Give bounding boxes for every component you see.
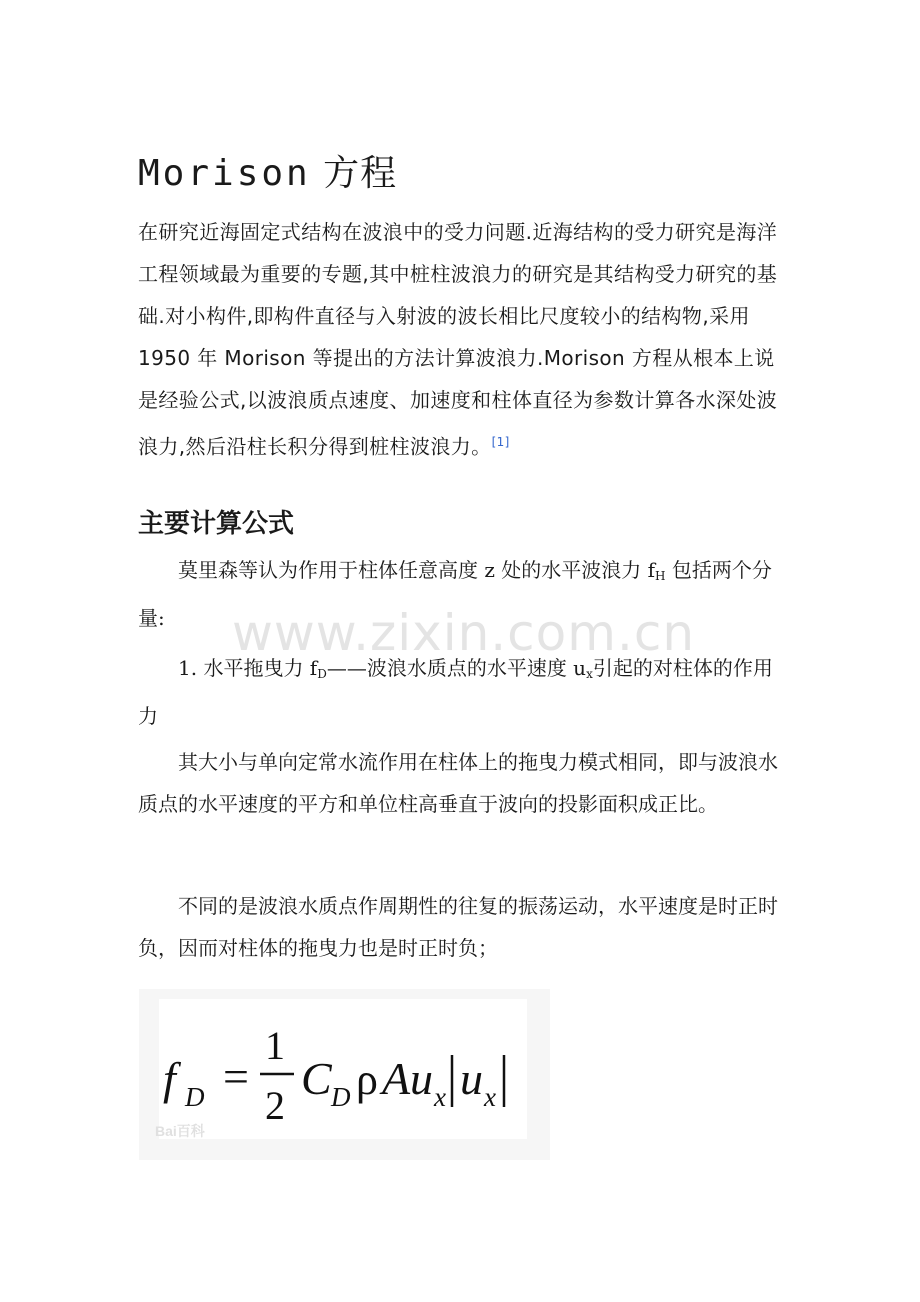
page-title	[138, 148, 397, 200]
formula-denominator: 2	[265, 1083, 285, 1128]
formula-rho: ρ	[356, 1055, 378, 1104]
formula-lhs: f	[163, 1053, 176, 1104]
paragraph-text: ——波浪水质点的水平速度 u	[326, 656, 587, 680]
formula-numerator: 1	[265, 1023, 285, 1068]
paragraph-components	[138, 549, 788, 639]
formula-lhs-sub: D	[185, 1082, 205, 1112]
formula-area: A	[382, 1053, 411, 1104]
formula-abs-vel-sub: x	[484, 1082, 496, 1112]
paragraph-text: 莫里森等认为作用于柱体任意高度 z 处的水平波浪力 f	[178, 558, 656, 582]
drag-force-formula	[139, 989, 550, 1160]
intro-text: 在研究近海固定式结构在波浪中的受力问题.近海结构的受力研究是海洋工程领域最为重要的专题,其中桩柱波浪力的研究是其结构受力研究的基础.对小构件,即构件直径与入射波的波长相比尺度较小的结构物,采用 1950 年 Morison 等提出的方法计算波浪力.Morison 方程从根本上说是经验公式,以波浪质点速度、加速度和柱体直径为参数计算各水深处波浪力,然后沿柱长积分得到桩柱波浪力。	[138, 220, 778, 459]
site-watermark: www.zixin.com.cn	[232, 604, 696, 662]
formula-vel-sub: x	[434, 1082, 446, 1112]
intro-paragraph	[138, 211, 788, 468]
section-heading: 主要计算公式	[138, 509, 295, 539]
formula-coef: C	[301, 1053, 332, 1104]
subscript-x: x	[586, 667, 593, 681]
subscript-h: H	[655, 569, 666, 583]
paragraph-drag-model: 其大小与单向定常水流作用在柱体上的拖曳力模式相同，即与波浪水质点的水平速度的平方和单位柱高垂直于波向的投影面积成正比。	[138, 750, 778, 816]
formula-equals: =	[223, 1051, 249, 1102]
paragraph-text: 1. 水平拖曳力 f	[178, 656, 318, 680]
image-watermark: Bai百科	[155, 1123, 205, 1139]
title-latin: Morison	[138, 153, 311, 194]
paragraph-text: 引起的对柱体的作用力	[138, 656, 773, 728]
paragraph-drag-force	[138, 647, 788, 737]
citation-link[interactable]: [1]	[491, 435, 510, 449]
formula-abs-vel: u	[460, 1053, 483, 1104]
formula-image	[139, 989, 550, 1160]
paragraph-text: 包括两个分量:	[138, 558, 772, 630]
title-cjk: 方程	[323, 153, 398, 194]
paragraph-oscillation: 不同的是波浪水质点作周期性的往复的振荡运动，水平速度是时正时负，因而对柱体的拖曳力也是时正时负；	[138, 894, 778, 960]
formula-coef-sub: D	[331, 1082, 351, 1112]
formula-vel: u	[410, 1053, 433, 1104]
subscript-d: D	[317, 667, 327, 681]
